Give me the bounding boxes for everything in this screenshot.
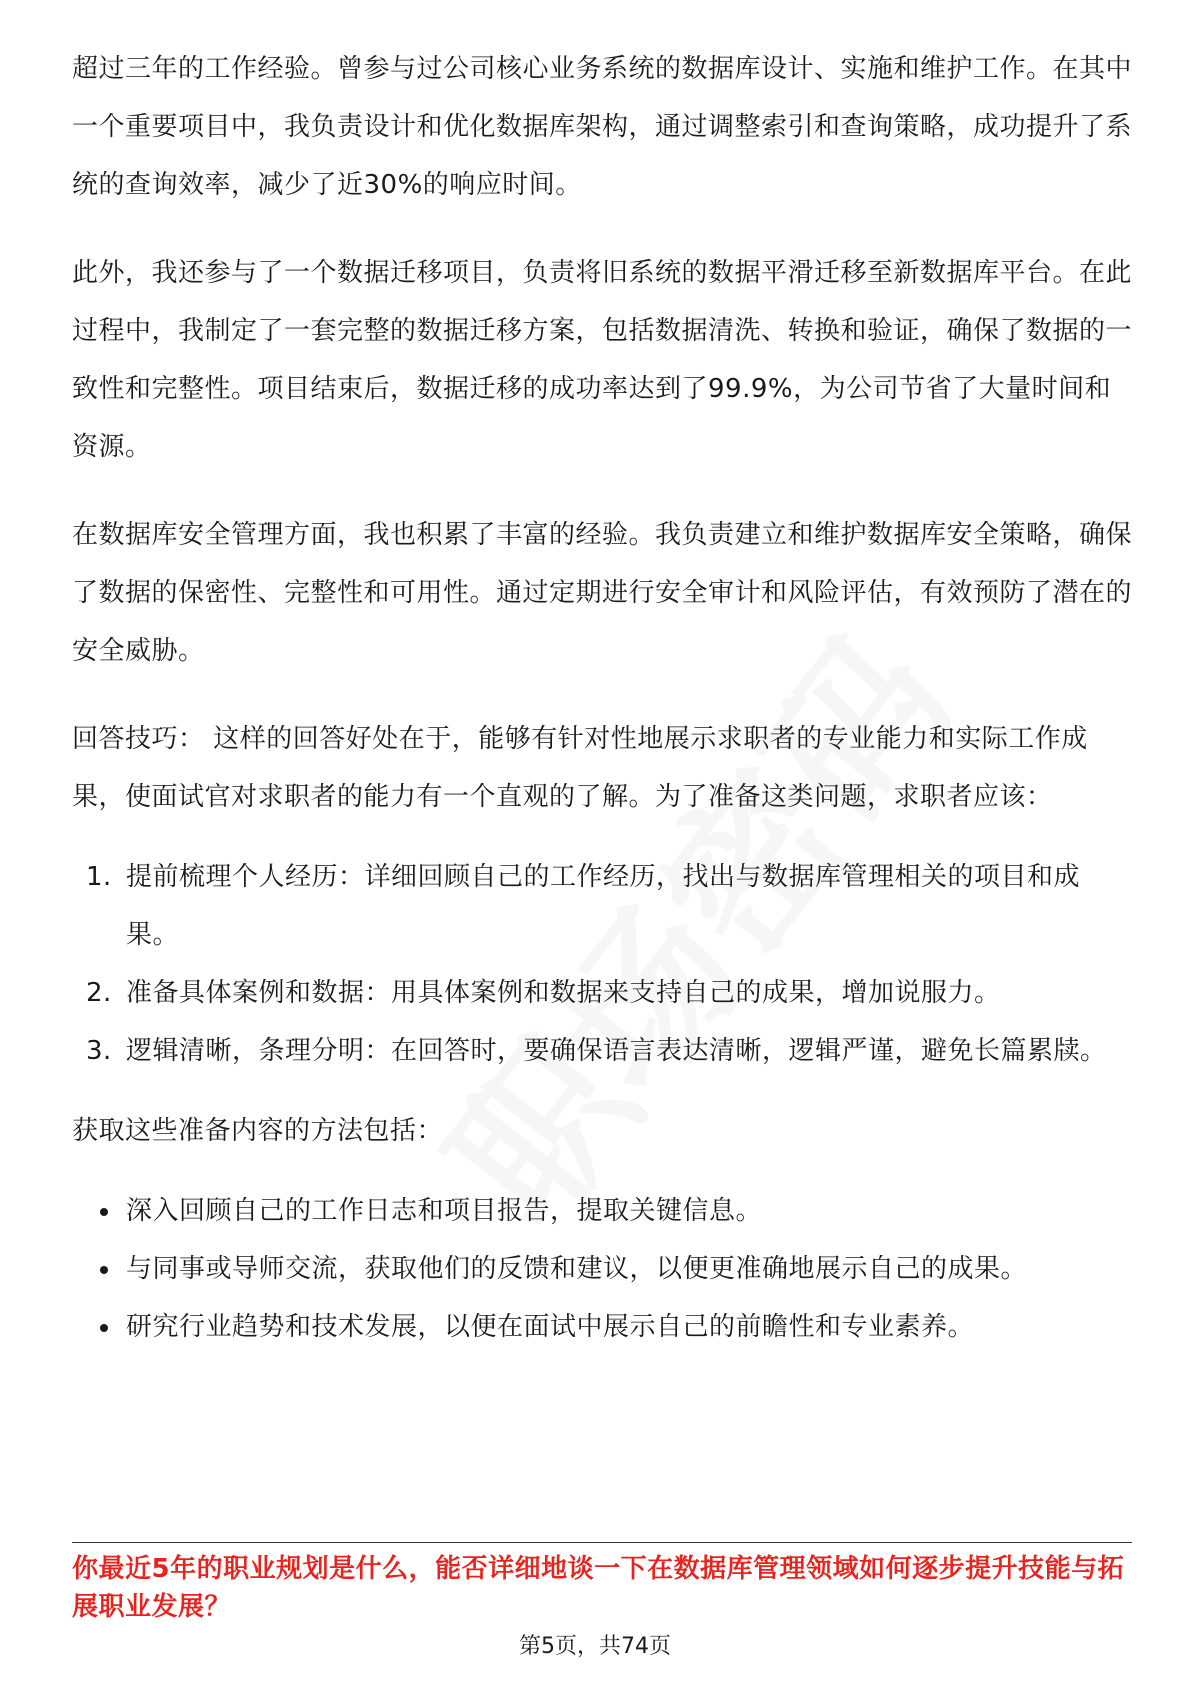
preparation-steps-list xyxy=(72,848,1132,1080)
paragraph-security: 在数据库安全管理方面，我也积累了丰富的经验。我负责建立和维护数据库安全策略，确保了数据的保密性、完整性和可用性。通过定期进行安全审计和风险评估，有效预防了潜在的安全威胁。 xyxy=(72,520,1133,666)
list-item xyxy=(72,1240,1132,1298)
paragraph-methods-intro: 获取这些准备内容的方法包括： xyxy=(72,1116,444,1146)
paragraph-migration: 此外，我还参与了一个数据迁移项目，负责将旧系统的数据平滑迁移至新数据库平台。在此过程中，我制定了一套完整的数据迁移方案，包括数据清洗、转换和验证，确保了数据的一致性和完整性。项目结束后，数据迁移的成功率达到了99.9%，为公司节省了大量时间和资源。 xyxy=(72,258,1133,462)
list-item xyxy=(72,1298,1132,1356)
list-number: 3. xyxy=(86,1036,112,1066)
bullet-icon xyxy=(100,1208,108,1216)
bullet-icon xyxy=(100,1266,108,1274)
list-item xyxy=(72,848,1132,964)
list-item-text: 提前梳理个人经历：详细回顾自己的工作经历，找出与数据库管理相关的项目和成果。 xyxy=(126,862,1081,950)
list-item xyxy=(72,1182,1132,1240)
list-number: 2. xyxy=(86,978,112,1008)
paragraph-experience: 超过三年的工作经验。曾参与过公司核心业务系统的数据库设计、实施和维护工作。在其中一个重要项目中，我负责设计和优化数据库架构，通过调整索引和查询策略，成功提升了系统的查询效率，减少了近30%的响应时间。 xyxy=(72,54,1133,200)
methods-bullet-list xyxy=(72,1182,1132,1356)
document-body xyxy=(72,40,1132,1356)
list-item-text: 逻辑清晰，条理分明：在回答时，要确保语言表达清晰，逻辑严谨，避免长篇累牍。 xyxy=(126,1036,1107,1066)
list-item xyxy=(72,1022,1132,1080)
list-item-text: 研究行业趋势和技术发展，以便在面试中展示自己的前瞻性和专业素养。 xyxy=(126,1312,975,1342)
paragraph-answer-tips: 回答技巧： 这样的回答好处在于，能够有针对性地展示求职者的专业能力和实际工作成果，使面试官对求职者的能力有一个直观的了解。为了准备这类问题，求职者应该： xyxy=(72,724,1088,812)
list-item-text: 深入回顾自己的工作日志和项目报告，提取关键信息。 xyxy=(126,1196,763,1226)
list-number: 1. xyxy=(86,862,112,892)
list-item-text: 与同事或导师交流，获取他们的反馈和建议，以便更准确地展示自己的成果。 xyxy=(126,1254,1028,1284)
page-number-footer: 第5页，共74页 xyxy=(519,1634,671,1659)
section-divider xyxy=(72,1542,1132,1543)
next-question-heading: 你最近5年的职业规划是什么，能否详细地谈一下在数据库管理领域如何逐步提升技能与拓展职业发展？ xyxy=(72,1554,1125,1622)
bullet-icon xyxy=(100,1324,108,1332)
list-item xyxy=(72,964,1132,1022)
list-item-text: 准备具体案例和数据：用具体案例和数据来支持自己的成果，增加说服力。 xyxy=(126,978,1001,1008)
